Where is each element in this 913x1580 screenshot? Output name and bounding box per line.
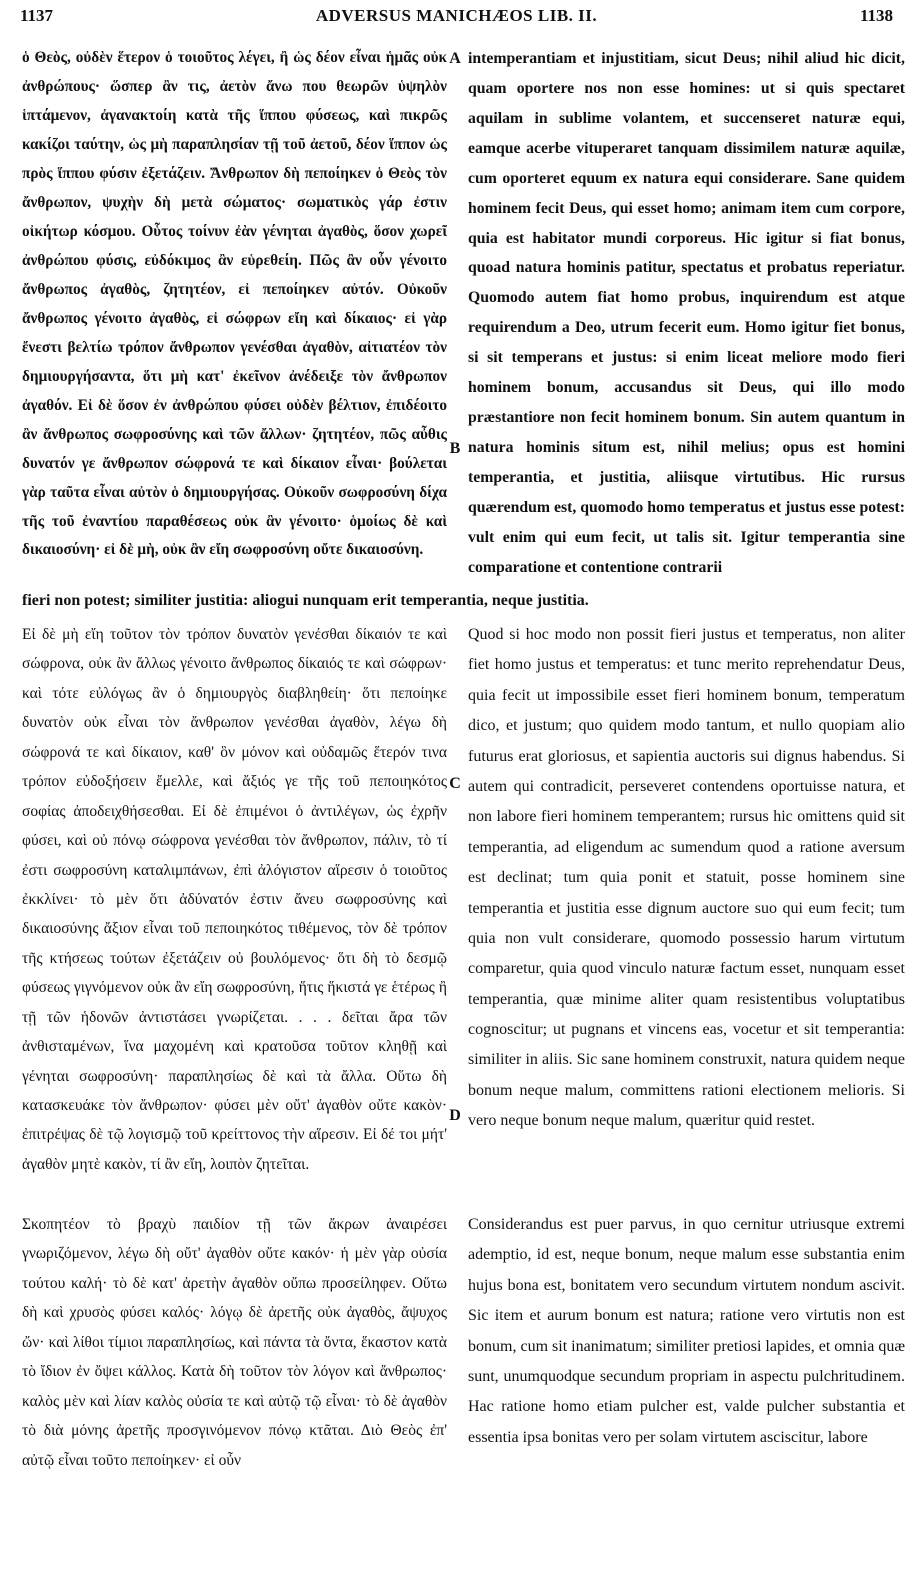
latin-paragraph-1: intemperantiam et injustitiam, sicut Deus; nihil aliud hic dicit, quam oportere nos non esse homines: ut si quis spectaret aquilam in sublime volantem, et succenseret naturæ equi, eamque acerbe vituperaret tanquam dissimilem naturæ aquilæ, cum oporteret equum ex natura equi considerare. Sane quidem hominem fecit Deus, qui esset homo; animam item cum corpore, quia est habitator mundi corporeus. Hic igitur si fiat bonus, quoad natura hominis patitur, spectatus et probatus reperiatur. Quomodo autem fiat homo probus, inquirendum est atque requirendum a Deo, utrum fecerit eum. Homo igitur fiet bonus, si sit temperans et justus: si enim liceat meliore modo fieri hominem bonum, accusandus sit Deus, qui illo modo præstantiore non fecit hominem bonum. Sin autem quantum in natura hominis situm est, nihil melius; opus est homini temperantia, et justitia, aliisque virtutibus. Hic rursus quærendum est, quomodo homo temperatus et justus esse potest: vult enim qui eum fecit, ut talis sit. Igitur temperantia sine comparatione et contentione contrarii bbox=[468, 50, 905, 576]
running-header bbox=[20, 6, 893, 28]
greek-paragraph-3: Σκοπητέον τὸ βραχὺ παιδίον τῇ τῶν ἄκρων ἀναιρέσει γνωριζόμενον, λέγω δὴ οὔτ' ἀγαθὸν οὔτε κακόν· ἡ μὲν γὰρ οὐσία τούτου καλή· τὸ δὲ κατ' ἀρετὴν ἀγαθὸν οὔπω προσείληφεν. Οὕτω δὴ καὶ χρυσὸς φύσει καλός· λόγῳ δὲ ἀρετῆς οὐκ ἀγαθὸς, ἄψυχος ὤν· καὶ λίθοι τίμιοι παραπλησίως, καὶ πάντα τὰ ὄντα, ἕκαστον κατὰ τὸ ἴδιον ἐν ὄψει κάλλος. Κατὰ δὴ τοῦτον τὸν λόγον καὶ ἄνθρωπος· καλὸς μὲν καὶ λίαν καλὸς οὐσία τε καὶ αὐτῷ τῷ εἶναι· τὸ δὲ ἀγαθὸν τὸ διὰ μόνης ἀρετῆς προσγινόμενον πόνῳ κτᾶται. Διὸ Θεὸς ἐπ' αὐτῷ εἶναι τοῦτο πεποίηκεν· εἰ οὖν bbox=[22, 1216, 447, 1469]
running-title: ADVERSUS MANICHÆOS LIB. II. bbox=[315, 6, 598, 25]
latin-paragraph-2: Quod si hoc modo non possit fieri justus et temperatus, non aliter fiet homo justus et temperatus: et tunc merito reprehendatur Deus, quia fecit ut impossibile esset fieri hominem bonum, temperatum dico, et justum; quo quidem modo tantum, et nullo quopiam alio futurus erat gloriosus, et sapientia auctoris sui dignus habendus. Si autem qui contradicit, perseveret contendens oportuisse natura, et non labore fieri hominem temperantem; rursus hic omittens quid sit temperantia, ad eligendum ac sumendum quod a ratione aversum est declinat; tum quia ponit et statuit, posse hominem sine temperantia et justitia esse dignum auctore suo qui eum fecit; tum quia non vult considerare, quomodo possessio harum virtutum comparetur, quia quod vinculo naturæ factum esset, nunquam esset temperantia, quæ minime aliter quam resistentibus voluptatibus cognoscitur; ut pugnans et vincens eas, vocetur et sit temperantia: similiter in aliis. Sic sane hominem construxit, natura quidem neque bonum neque malum, committens rationi electionem melioris. Si vero neque bonum neque malum, quæritur quid restet. bbox=[468, 626, 905, 1130]
section-marker-a: A bbox=[449, 50, 461, 67]
section-marker-d: D bbox=[449, 1107, 461, 1124]
page-number-right: 1138 bbox=[859, 6, 893, 25]
greek-paragraph-2: Εἰ δὲ μὴ εἴη τοῦτον τὸν τρόπον δυνατὸν γενέσθαι δίκαιόν τε καὶ σώφρονα, οὐκ ἂν ἄλλως γένοιτο ἄνθρωπος δίκαιός τε καὶ σώφρων· καὶ τότε εὐλόγως ἂν ὁ δημιουργὸς διαβληθείη· ὅτι πεποίηκε δυνατὸν οὐκ εἶναι τὸν ἄνθρωπον γενέσθαι ἀγαθὸν, λέγω δὴ σώφρονά τε καὶ δίκαιον, καθ' ὃν μόνον καὶ οὐδαμῶς ἕτερόν τινα τρόπον εὐδοξήσειν ἔμελλε, καὶ ἄξιός γε τῆς τοῦ πεποιηκότος σοφίας ἀποδειχθήσεσθαι. Εἰ δὲ ἐπιμένοι ὁ ἀντιλέγων, ὡς ἐχρῆν φύσει, καὶ οὐ πόνῳ σώφρονα γενέσθαι τὸν ἄνθρωπον, πάλιν, τὸ τί ἐστι σωφροσύνη καταλιμπάνων, ἐπὶ ἀλόγιστον αἵρεσιν ὁ τοιοῦτος ἐκκλίνει· τὸ μὲν ὅτι ἀδύνατόν ἐστιν ἄνευ σωφροσύνης καὶ δικαιοσύνης ἄξιον εἶναι τοῦ πεποιηκότος τιθέμενος, τὸν δὲ τρόπον τῆς κτήσεως τούτων ἐξετάζειν οὐ βουλόμενος· ὅτι δὴ τὸ δεσμῷ φύσεως γιγνόμενον οὐκ ἂν εἴη σωφροσύνη, ἥτις ἥκιστά γε ἑτέρως ἢ τῇ τῶν ἡδονῶν ἀντιστάσει γνωρίζεται. . . . δεῖται ἄρα τῶν ἀνθισταμένων, ἵνα μαχομένη καὶ κρατοῦσα τοῦτον κληθῇ καὶ γένηται σωφροσύνη· παραπλησίως δὲ καὶ τὰ ἄλλα. Οὕτω δὴ κατασκευάκε τὸν ἄνθρωπον· φύσει μὲν οὔτ' ἀγαθὸν οὔτε κακὸν· ἐπιτρέψας δὲ τῷ λογισμῷ τοῦ κρείττονος τὴν αἵρεσιν. Εἰ δέ τοι μήτ' ἀγαθὸν μητὲ κακὸν, τί ἂν εἴη, λοιπὸν ζητεῖται. bbox=[22, 626, 447, 1173]
section-marker-c: C bbox=[449, 775, 461, 792]
section-marker-b: B bbox=[449, 440, 461, 457]
spanning-line: fieri non potest; similiter justitia: aliogui nunquam erit temperantia, neque justitia. bbox=[22, 592, 589, 609]
latin-paragraph-3: Considerandus est puer parvus, in quo cernitur utriusque extremi ademptio, id est, neque bonum, neque malum esse substantia enim hujus bona est, bonitatem vero secundum virtutem nondum ascivit. Sic item et aurum bonum est natura; ratione vero virtutis non est bonum, cum sit inanimatum; similiter pretiosi lapides, et omnia quæ sunt, unumquodque secundum propriam in aspectu pulchritudinem. Hac ratione homo etiam pulcher est, valde pulcher substantia et essentia ipsa bonitas vero per solam virtutem asciscitur, labore bbox=[468, 1216, 905, 1446]
page-number-left: 1137 bbox=[20, 6, 54, 25]
greek-paragraph-1: ὁ Θεὸς, οὐδὲν ἕτερον ὁ τοιοῦτος λέγει, ἢ ὡς δέον εἶναι ἡμᾶς οὐκ ἀνθρώπους· ὥσπερ ἂν τις, ἀετὸν ἄνω που θεωρῶν ὑψηλὸν ἱπτάμενον, ἀγανακτοίη κατὰ τῆς ἵππου φύσεως, καὶ πικρῶς κακίζοι ταύτην, ὡς μὴ παραπλησίαν τῇ τοῦ ἀετοῦ, δέον ἵππον ὡς πρὸς ἵππου φύσιν ἐξετάζειν. Ἄνθρωπον δὴ πεποίηκεν ὁ Θεὸς τὸν ἄνθρωπον, ψυχὴν δὴ μετὰ σώματος· σωματικὸς γάρ ἐστιν οἰκήτωρ κόσμου. Οὗτος τοίνυν ἐὰν γένηται ἀγαθὸς, ὅσον χωρεῖ ἀνθρώπου φύσις, εὐδόκιμος ἂν εὑρεθείη. Πῶς ἂν οὖν γένοιτο ἄνθρωπος ἀγαθὸς, ζητητέον, εἰ πεποίηκεν αὐτόν. Οὐκοῦν ἄνθρωπος γένοιτο ἀγαθὸς, εἰ σώφρων εἴη καὶ δίκαιος· εἰ γὰρ ἔνεστι βελτίω τρόπον ἄνθρωπον γενέσθαι ἀγαθὸν, αἰτιατέον τὸν δημιουργήσαντα, ὅτι μὴ κατ' ἐκεῖνον ἀνέδειξε τὸν ἄνθρωπον ἀγαθόν. Εἰ δὲ ὅσον ἐν ἀνθρώπου φύσει οὐδὲν βέλτιον, ἐπιδέοιτο ἂν ἄνθρωπος σωφροσύνης καὶ τῶν ἄλλων· ζητητέον, πῶς αὖθις δυνατόν γε ἄνθρωπον σώφρονά τε καὶ δίκαιον εἶναι· βούλεται γὰρ ταῦτα εἶναι αὐτὸν ὁ δημιουργήσας. Οὐκοῦν σωφροσύνη δίχα τῆς τοῦ ἐναντίου παραθέσεως οὐκ ἂν γένοιτο· ὁμοίως δὲ καὶ δικαιοσύνη· εἰ δὲ μὴ, οὐκ ἂν εἴη σωφροσύνη οὔτε δικαιοσύνη. bbox=[22, 49, 447, 559]
